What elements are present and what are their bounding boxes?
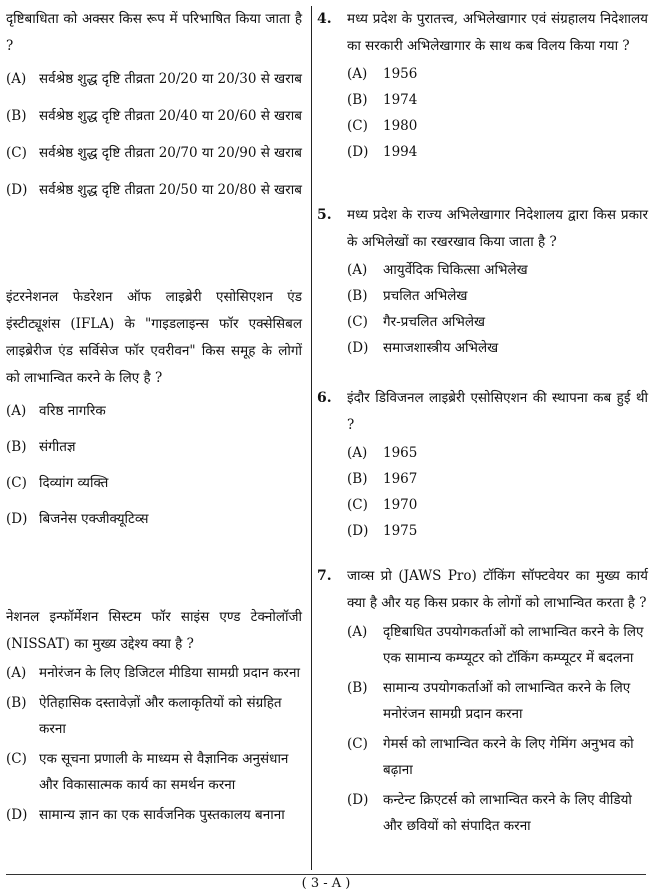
option-label: (A) (347, 262, 368, 278)
option-text: प्रचलित अभिलेख (383, 288, 468, 304)
option-text: वरिष्ठ नागरिक (39, 403, 106, 419)
question-4 (317, 6, 648, 165)
question-stem: नेशनल इन्फॉर्मेशन सिस्टम फॉर साइंस एण्ड टेक्नोलॉजी (NISSAT) का मुख्य उद्देश्य क्या है ? (6, 609, 302, 652)
option-label: (A) (6, 665, 27, 681)
option-text: 1965 (383, 445, 418, 461)
option-label: (B) (347, 471, 368, 487)
option-text: ऐतिहासिक दस्तावेज़ों और कलाकृतियों को संग्रहित करना (39, 695, 282, 737)
option-label: (C) (347, 736, 368, 752)
question-3 (6, 604, 302, 828)
footer-rule (6, 874, 646, 875)
option-text: 1956 (383, 66, 418, 82)
option-label: (D) (347, 340, 369, 356)
option-text: सामान्य उपयोगकर्ताओं को लाभान्वित करने के लिए मनोरंजन सामग्री प्रदान करना (383, 680, 631, 722)
question-number: 7. (317, 568, 332, 584)
option-d[interactable] (6, 177, 302, 203)
option-label: (D) (6, 807, 28, 823)
option-label: (A) (6, 71, 27, 87)
question-number: 6. (317, 390, 332, 406)
option-label: (D) (347, 144, 369, 160)
option-text: 1980 (383, 118, 418, 134)
option-text: संगीतज्ञ (39, 439, 76, 455)
option-b[interactable] (6, 103, 302, 129)
question-stem: दृष्टिबाधिता को अक्सर किस रूप में परिभाषित किया जाता है ? (6, 11, 302, 54)
option-b[interactable] (347, 675, 648, 727)
option-label: (A) (347, 66, 368, 82)
option-label: (B) (6, 108, 27, 124)
question-5 (317, 202, 648, 361)
option-label: (A) (6, 403, 27, 419)
option-text: समाजशास्त्रीय अभिलेख (383, 340, 499, 356)
column-divider (311, 6, 312, 870)
option-b[interactable] (347, 283, 648, 309)
option-text: सामान्य ज्ञान का एक सार्वजनिक पुस्तकालय बनाना (39, 807, 285, 823)
option-b[interactable] (6, 434, 302, 460)
option-d[interactable] (347, 139, 648, 165)
question-stem: जाव्स प्रो (JAWS Pro) टॉकिंग सॉफ्टवेयर का मुख्य कार्य क्या है और यह किस प्रकार के लोगों को लाभान्वित करता है ? (347, 568, 648, 611)
option-c[interactable] (347, 113, 648, 139)
option-b[interactable] (347, 466, 648, 492)
option-text: 1967 (383, 471, 418, 487)
question-stem: इंटरनेशनल फेडरेशन ऑफ लाइब्रेरी एसोसिएशन एंड इंस्टीट्यूशंस (IFLA) के "गाइडलाइन्स फॉर एक्सेसिबल लाइब्रेरीज एंड सर्विसेज फॉर एवरीवन" किस समूह के लोगों को लाभान्वित करने के लिए है ? (6, 289, 302, 386)
option-text: एक सूचना प्रणाली के माध्यम से वैज्ञानिक अनुसंधान और विकासात्मक कार्य का समर्थन करना (39, 751, 289, 793)
option-a[interactable] (347, 257, 648, 283)
question-2 (6, 284, 302, 532)
question-stem: मध्य प्रदेश के राज्य अभिलेखागार निदेशालय द्वारा किस प्रकार के अभिलेखों का रखरखाव किया जाता है ? (347, 207, 648, 250)
option-text: दृष्टिबाधित उपयोगकर्ताओं को लाभान्वित करने के लिए एक सामान्य कम्प्यूटर को टॉकिंग कम्प्यूटर में बदलना (383, 624, 644, 666)
option-c[interactable] (347, 731, 648, 783)
option-a[interactable] (6, 660, 302, 686)
option-a[interactable] (347, 61, 648, 87)
option-a[interactable] (347, 619, 648, 671)
option-text: आयुर्वेदिक चिकित्सा अभिलेख (383, 262, 528, 278)
option-d[interactable] (347, 335, 648, 361)
option-label: (A) (347, 445, 368, 461)
option-label: (B) (347, 92, 368, 108)
page-footer: ( 3 - A ) (301, 876, 351, 891)
option-text: सर्वश्रेष्ठ शुद्ध दृष्टि तीव्रता 20/20 या 20/30 से खराब (39, 71, 302, 87)
option-label: (C) (6, 751, 27, 767)
option-c[interactable] (347, 309, 648, 335)
option-label: (C) (6, 475, 27, 491)
option-text: गैर-प्रचलित अभिलेख (383, 314, 486, 330)
option-a[interactable] (6, 66, 302, 92)
option-label: (D) (6, 511, 28, 527)
option-label: (B) (347, 680, 368, 696)
option-label: (D) (347, 792, 369, 808)
option-text: बिजनेस एक्जीक्यूटिव्स (39, 511, 149, 527)
question-7 (317, 563, 648, 839)
option-label: (C) (347, 118, 368, 134)
option-text: कन्टेन्ट क्रिएटर्स को लाभान्वित करने के लिए वीडियो और छवियों को संपादित करना (383, 792, 632, 834)
option-b[interactable] (6, 690, 302, 742)
option-text: 1974 (383, 92, 418, 108)
question-stem: इंदौर डिविजनल लाइब्रेरी एसोसिएशन की स्थापना कब हुई थी ? (347, 390, 648, 433)
option-d[interactable] (6, 506, 302, 532)
option-d[interactable] (347, 518, 648, 544)
option-label: (D) (347, 523, 369, 539)
question-1 (6, 6, 302, 203)
option-label: (B) (6, 439, 27, 455)
option-label: (B) (347, 288, 368, 304)
option-label: (C) (6, 145, 27, 161)
option-text: सर्वश्रेष्ठ शुद्ध दृष्टि तीव्रता 20/70 या 20/90 से खराब (39, 145, 302, 161)
option-text: सर्वश्रेष्ठ शुद्ध दृष्टि तीव्रता 20/40 या 20/60 से खराब (39, 108, 302, 124)
option-text: 1994 (383, 144, 418, 160)
option-c[interactable] (6, 140, 302, 166)
option-c[interactable] (347, 492, 648, 518)
option-text: 1975 (383, 523, 418, 539)
option-a[interactable] (6, 398, 302, 424)
option-c[interactable] (6, 470, 302, 496)
option-b[interactable] (347, 87, 648, 113)
question-number: 4. (317, 11, 332, 27)
option-label: (B) (6, 695, 27, 711)
option-text: 1970 (383, 497, 418, 513)
option-label: (D) (6, 182, 28, 198)
option-d[interactable] (347, 787, 648, 839)
option-text: मनोरंजन के लिए डिजिटल मीडिया सामग्री प्रदान करना (39, 665, 300, 681)
option-text: दिव्यांग व्यक्ति (39, 475, 109, 491)
option-c[interactable] (6, 746, 302, 798)
question-number: 5. (317, 207, 332, 223)
option-label: (C) (347, 314, 368, 330)
question-6 (317, 385, 648, 544)
option-a[interactable] (347, 440, 648, 466)
option-text: सर्वश्रेष्ठ शुद्ध दृष्टि तीव्रता 20/50 या 20/80 से खराब (39, 182, 302, 198)
option-label: (A) (347, 624, 368, 640)
option-label: (C) (347, 497, 368, 513)
question-stem: मध्य प्रदेश के पुरातत्त्व, अभिलेखागार एवं संग्रहालय निदेशालय का सरकारी अभिलेखागार के साथ कब विलय किया गया ? (347, 11, 648, 54)
option-text: गेमर्स को लाभान्वित करने के लिए गेमिंग अनुभव को बढ़ाना (383, 736, 634, 778)
option-d[interactable] (6, 802, 302, 828)
